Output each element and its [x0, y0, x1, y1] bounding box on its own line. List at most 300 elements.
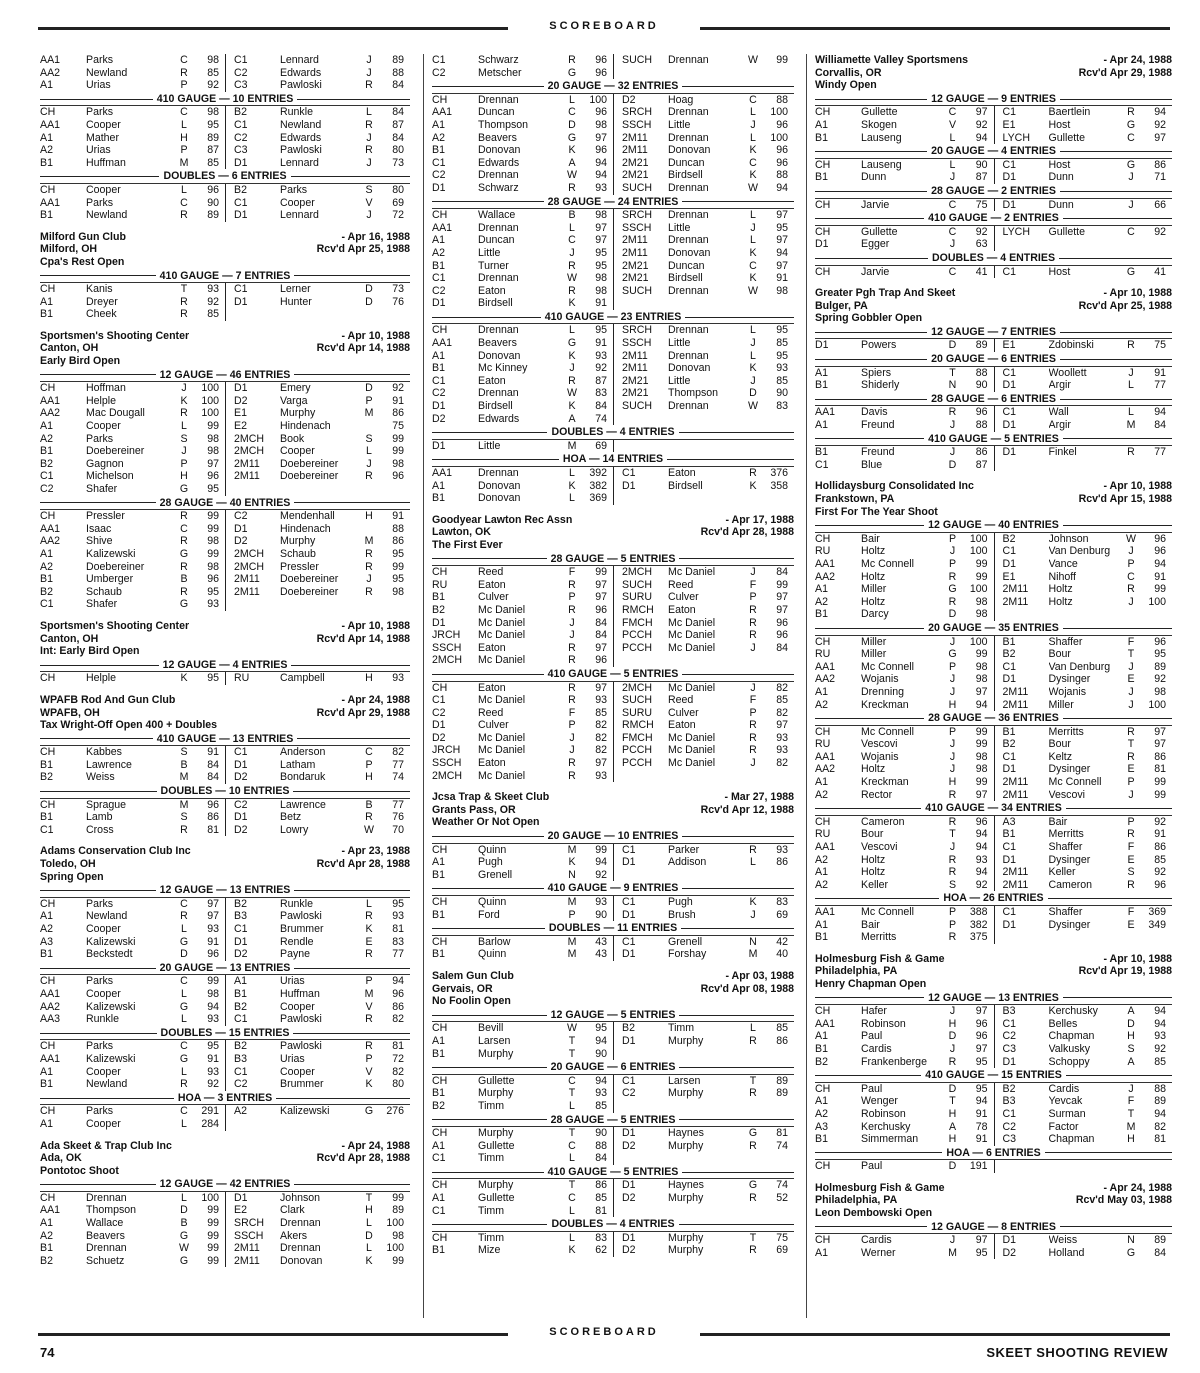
result-right [994, 726, 1173, 739]
class-code: A1 [40, 79, 53, 92]
result-right [994, 596, 1173, 609]
club-location-line [40, 633, 410, 646]
shooter-initial: G [179, 598, 189, 611]
section-rows [815, 815, 1172, 892]
result-left [432, 157, 613, 170]
club-block [815, 287, 1172, 471]
result-right [994, 751, 1173, 764]
shooter-initial: W [567, 387, 577, 400]
class-code [622, 1152, 668, 1165]
shooter-initial [744, 654, 762, 667]
section-header [815, 145, 1172, 158]
club-location-line [815, 300, 1172, 313]
result-left [815, 751, 994, 764]
result-right [994, 906, 1173, 919]
class-code: B2 [40, 771, 53, 784]
result-right [994, 854, 1173, 867]
class-code: 2MCH [432, 769, 463, 782]
shooter-initial: K [568, 144, 576, 157]
class-code: C1 [815, 458, 829, 471]
shooter-name: Reed [478, 566, 504, 579]
shooter-name: Ford [478, 908, 500, 921]
result-left [815, 367, 994, 380]
section-title: 20 GAUGE — 6 ENTRIES [550, 1061, 676, 1074]
shooter-name: Urias [280, 975, 305, 988]
result-row [815, 596, 1172, 609]
score: 76 [392, 295, 404, 308]
class-code: C1 [622, 896, 636, 908]
result-row [815, 459, 1172, 472]
score: 90 [595, 1047, 607, 1060]
score: 89 [776, 1074, 788, 1087]
result-row [815, 226, 1172, 239]
score: 86 [207, 811, 219, 824]
club-name-line [40, 231, 410, 244]
shooter-initial: M [567, 439, 577, 452]
class-code: A2 [815, 698, 828, 711]
class-code: CH [432, 681, 448, 694]
score: 94 [207, 1000, 219, 1013]
result-row [815, 919, 1172, 932]
received-date: Rcv'd Apr 12, 1988 [700, 803, 794, 816]
result-left [40, 799, 225, 812]
class-code: B2 [1002, 738, 1016, 751]
score: 94 [975, 698, 988, 711]
shooter-initial: W [567, 169, 577, 182]
rule-line [1063, 628, 1172, 629]
shooter-initial: C [948, 265, 957, 278]
shooter-initial: M [748, 948, 758, 961]
class-code: A1 [815, 118, 828, 131]
shooter-name: Michelson [86, 470, 134, 483]
score: 93 [595, 896, 607, 908]
shooter-name: Runkle [280, 897, 313, 910]
score: 96 [1154, 545, 1166, 558]
class-code: 2M11 [622, 234, 648, 247]
shooter-initial: A [1127, 1055, 1135, 1068]
shooter-name: Donovan [668, 362, 711, 375]
shooter-initial: H [180, 131, 188, 144]
result-left [40, 106, 225, 119]
score: 98 [595, 284, 607, 297]
class-code [622, 654, 668, 667]
result-right [613, 1087, 794, 1100]
result-left [40, 923, 225, 936]
shooter-name: Cross [86, 823, 114, 836]
class-code: B2 [234, 897, 247, 910]
shooter-initial: K [749, 169, 757, 182]
class-code [1003, 608, 1049, 621]
score: 92 [392, 382, 404, 395]
shooter-initial: R [568, 603, 576, 616]
shooter-initial: P [568, 719, 576, 732]
result-left [432, 604, 613, 617]
club-block [40, 54, 410, 222]
class-code: C1 [234, 923, 248, 935]
result-right [994, 816, 1173, 829]
section-rows [815, 1159, 1172, 1173]
shooter-name: Mc Daniel [478, 731, 526, 744]
rule-line [297, 738, 410, 739]
score: 98 [392, 585, 404, 598]
shooter-initial: D [568, 118, 576, 131]
club-name-line [432, 514, 794, 527]
result-left [815, 159, 994, 172]
class-code: 2M21 [622, 387, 649, 400]
score: 100 [969, 545, 988, 558]
result-right [613, 909, 794, 922]
shooter-initial: J [569, 362, 575, 375]
shoot-date: - Apr 10, 1988 [1103, 480, 1172, 493]
shooter-name: Doebereiner [86, 560, 145, 573]
result-row [40, 771, 410, 784]
score: 83 [595, 1231, 607, 1244]
shooter-initial: L [181, 923, 187, 935]
shooter-initial: K [568, 479, 576, 492]
shooter-name: Birdsell [478, 297, 513, 310]
result-left [40, 672, 225, 685]
class-code: B1 [815, 131, 828, 144]
score: 97 [975, 1042, 988, 1055]
shooter-name: Helple [86, 394, 117, 407]
score: 98 [975, 673, 988, 686]
result-right [613, 856, 794, 869]
shooter-name: Kabbes [86, 746, 122, 759]
class-code: 2M11 [1002, 685, 1029, 698]
shooter-name: Culver [668, 591, 699, 604]
result-left [815, 738, 994, 751]
shooter-name: Doebereiner [86, 445, 145, 458]
score: 82 [776, 706, 788, 719]
result-row [815, 699, 1172, 712]
result-right [994, 545, 1173, 558]
shooter-name: Drennan [478, 467, 519, 479]
section-header [815, 622, 1172, 635]
shooter-name: Blue [861, 458, 883, 471]
result-row [432, 604, 794, 617]
score: 91 [595, 337, 607, 350]
rule-line [1063, 718, 1172, 719]
section-title: HOA — 6 ENTRIES [946, 1146, 1041, 1159]
section-rows [432, 208, 794, 310]
result-right [613, 694, 794, 707]
class-code: C1 [40, 823, 54, 836]
result-row [40, 483, 410, 496]
result-row [40, 936, 410, 949]
class-code: D2 [622, 93, 636, 106]
result-left [432, 770, 613, 783]
shooter-name: Bair [861, 532, 880, 545]
score: 94 [975, 841, 988, 854]
shooter-name: Duncan [668, 259, 705, 272]
shooter-initial: L [750, 209, 756, 222]
shooter-name: Little [478, 246, 501, 259]
shooter-initial: L [949, 131, 956, 144]
class-code: SRCH [622, 106, 653, 119]
result-right [613, 617, 794, 630]
score: 87 [207, 144, 219, 157]
score: 95 [207, 118, 219, 131]
rule-line [815, 808, 921, 809]
received-date: Rcv'd Apr 28, 1988 [700, 526, 794, 539]
score: 63 [975, 238, 988, 251]
shooter-name: Vescovi [1048, 788, 1086, 801]
shooter-name: Gullette [478, 1139, 515, 1152]
section-header [815, 1221, 1172, 1234]
shooter-initial: P [365, 975, 373, 988]
result-row [432, 869, 794, 882]
class-code: D2 [432, 412, 446, 425]
class-code: C1 [1002, 1107, 1017, 1120]
rule-line [815, 628, 924, 629]
score: 84 [392, 106, 404, 119]
class-code: SUCH [622, 694, 653, 707]
received-date: Rcv'd Apr 29, 1988 [1078, 66, 1172, 79]
shooter-name [668, 770, 744, 783]
class-code: B3 [234, 910, 247, 923]
shooter-name: Little [668, 221, 691, 234]
result-row [40, 1001, 410, 1014]
result-row [40, 548, 410, 561]
shooter-initial: J [569, 629, 575, 642]
shooter-initial: R [1127, 446, 1135, 459]
result-right [613, 654, 794, 667]
result-row [432, 591, 794, 604]
shooter-name: Holtz [861, 763, 886, 776]
section-header [40, 1178, 410, 1191]
score: 97 [1154, 131, 1166, 144]
shooter-initial: D [948, 339, 957, 352]
class-code: 2M21 [622, 259, 649, 272]
shooter-initial: R [365, 585, 373, 598]
shooter-initial: R [180, 308, 188, 321]
shooter-name: Keltz [1048, 750, 1073, 763]
score: 83 [392, 935, 404, 948]
section-rows [815, 366, 1172, 392]
section-title: 410 GAUGE — 23 ENTRIES [544, 310, 682, 323]
result-row [432, 770, 794, 783]
rule-line [815, 525, 924, 526]
class-code: CH [40, 1191, 56, 1204]
result-left [432, 387, 613, 400]
shooter-name: Wojanis [861, 673, 899, 686]
class-code: A1 [40, 295, 53, 308]
score: 82 [595, 731, 607, 744]
rule-line [432, 1224, 547, 1225]
shooter-name: Book [280, 432, 305, 445]
result-left [40, 535, 225, 548]
class-code: C1 [622, 843, 636, 856]
class-code: CH [815, 1005, 831, 1018]
shooter-name: Holtz [861, 570, 886, 583]
rule-line [815, 332, 927, 333]
result-right [225, 1001, 410, 1014]
score: 85 [207, 156, 219, 169]
result-row [432, 909, 794, 922]
score: 99 [207, 1217, 219, 1230]
score: 369 [1148, 906, 1166, 918]
class-code: B1 [234, 987, 247, 1000]
result-row [432, 94, 794, 107]
section-header [40, 1092, 410, 1105]
shooter-name: Drennan [668, 349, 709, 362]
result-left [40, 283, 225, 296]
club-block [815, 953, 1172, 1173]
results-column-2 [432, 54, 794, 1266]
score: 89 [776, 1087, 788, 1100]
result-left [40, 1217, 225, 1230]
shooter-name: Drennan [668, 234, 709, 247]
shooter-initial: L [181, 987, 187, 1000]
result-left [432, 896, 613, 909]
class-code: B1 [432, 144, 445, 157]
shooter-name: Murphy [478, 1179, 514, 1192]
shooter-name: Parks [86, 432, 114, 445]
score: 95 [975, 1082, 988, 1095]
shooter-name: Kreckman [861, 698, 909, 711]
shooter-initial: L [181, 420, 187, 433]
result-row [432, 896, 794, 909]
shooter-initial: J [750, 337, 756, 350]
rule-line [815, 258, 928, 259]
class-code: C1 [40, 470, 54, 483]
shooter-name: Runkle [280, 106, 313, 119]
section-rows [815, 225, 1172, 251]
shooter-name: Mc Daniel [668, 641, 716, 654]
shooter-name: Cardis [861, 1042, 892, 1055]
shooter-name: Miller [861, 635, 887, 648]
class-code: A1 [40, 1065, 53, 1078]
class-code: D1 [432, 719, 446, 732]
shooter-initial: H [365, 510, 373, 523]
shoot-date: - Apr 10, 1988 [1103, 952, 1172, 965]
score: 91 [1154, 828, 1166, 841]
score: 97 [776, 591, 788, 604]
shooter-name: Parks [280, 183, 308, 196]
shooter-initial: R [180, 535, 188, 548]
club-location: Corvallis, OR [815, 66, 882, 79]
score: 88 [392, 66, 404, 79]
result-row [815, 545, 1172, 558]
score: 90 [975, 379, 988, 392]
shooter-name: Umberger [86, 573, 134, 586]
result-row [432, 1232, 794, 1245]
shooter-name: Anderson [280, 746, 326, 759]
shooter-name: Drenning [861, 685, 904, 698]
club-location: Philadelphia, PA [815, 1194, 898, 1207]
score: 92 [975, 118, 988, 131]
result-row [432, 1192, 794, 1205]
result-right [994, 841, 1173, 854]
result-row [432, 1100, 794, 1113]
shooter-name: Lennard [280, 156, 319, 169]
section-rows [432, 935, 794, 961]
shooter-initial: J [569, 744, 575, 757]
class-code: CH [432, 566, 448, 579]
section-header [432, 1166, 794, 1179]
rule-line [1045, 1152, 1172, 1153]
received-date: Rcv'd Apr 25, 1988 [1078, 299, 1172, 312]
club-location-line [40, 858, 410, 871]
result-right [994, 1133, 1173, 1146]
shooter-name: Eaton [478, 757, 506, 770]
class-code: D2 [622, 1139, 636, 1152]
score: 86 [392, 1000, 404, 1013]
result-right [225, 535, 410, 548]
shooter-initial: G [748, 1179, 758, 1192]
class-code: C2 [1002, 1120, 1017, 1133]
shooter-initial: J [949, 545, 956, 558]
shooter-initial: V [365, 196, 373, 209]
shooter-name: Clark [280, 1204, 305, 1217]
result-left [815, 906, 994, 919]
score [1140, 608, 1172, 621]
shooter-name: Mc Daniel [478, 616, 526, 629]
score: 100 [770, 106, 788, 119]
score: 92 [1154, 673, 1166, 686]
rule-line [40, 968, 156, 969]
result-right [613, 144, 794, 157]
result-left [40, 1001, 225, 1014]
shooter-name: Eaton [668, 467, 696, 479]
result-left [815, 776, 994, 789]
score: 100 [201, 407, 219, 420]
shooter-name: Cooper [86, 987, 121, 1000]
result-row [815, 661, 1172, 674]
result-right [225, 119, 410, 132]
shooter-name: Donovan [478, 144, 521, 157]
score: 82 [776, 681, 788, 694]
result-right [613, 106, 794, 119]
class-code: B1 [815, 1133, 828, 1146]
class-code: C2 [622, 1087, 636, 1100]
shooter-initial: G [1126, 265, 1136, 278]
shooter-name: Cooper [280, 196, 315, 209]
shooter-name: Drennan [668, 54, 709, 66]
shooter-name: Cardis [861, 1234, 892, 1247]
shooter-name: Cooper [86, 1065, 121, 1078]
shooter-name: Haynes [668, 1179, 704, 1192]
result-left [40, 910, 225, 923]
result-left [815, 673, 994, 686]
shooter-name: Pawloski [280, 144, 322, 157]
shooter-name: Huffman [86, 156, 126, 169]
rule-line [432, 432, 547, 433]
result-row [40, 1105, 410, 1118]
result-left [40, 420, 225, 433]
result-left [40, 79, 225, 92]
score: 74 [776, 1179, 788, 1192]
result-row [815, 1133, 1172, 1146]
result-row [815, 571, 1172, 584]
shooter-name: Donovan [668, 144, 711, 157]
shooter-initial: G [179, 483, 189, 495]
score: 96 [975, 815, 988, 828]
result-row [40, 445, 410, 458]
shooter-name: Rendle [280, 935, 314, 948]
score: 99 [975, 648, 988, 661]
class-code: A3 [1002, 815, 1016, 828]
shooter-initial: H [948, 1107, 957, 1120]
shooter-initial: H [948, 1133, 957, 1146]
result-left [815, 199, 994, 212]
rule-line [297, 99, 410, 100]
class-code: D1 [1002, 419, 1017, 432]
result-left [40, 54, 225, 67]
result-row [432, 132, 794, 145]
shooter-initial: R [365, 560, 373, 573]
result-right [613, 719, 794, 732]
